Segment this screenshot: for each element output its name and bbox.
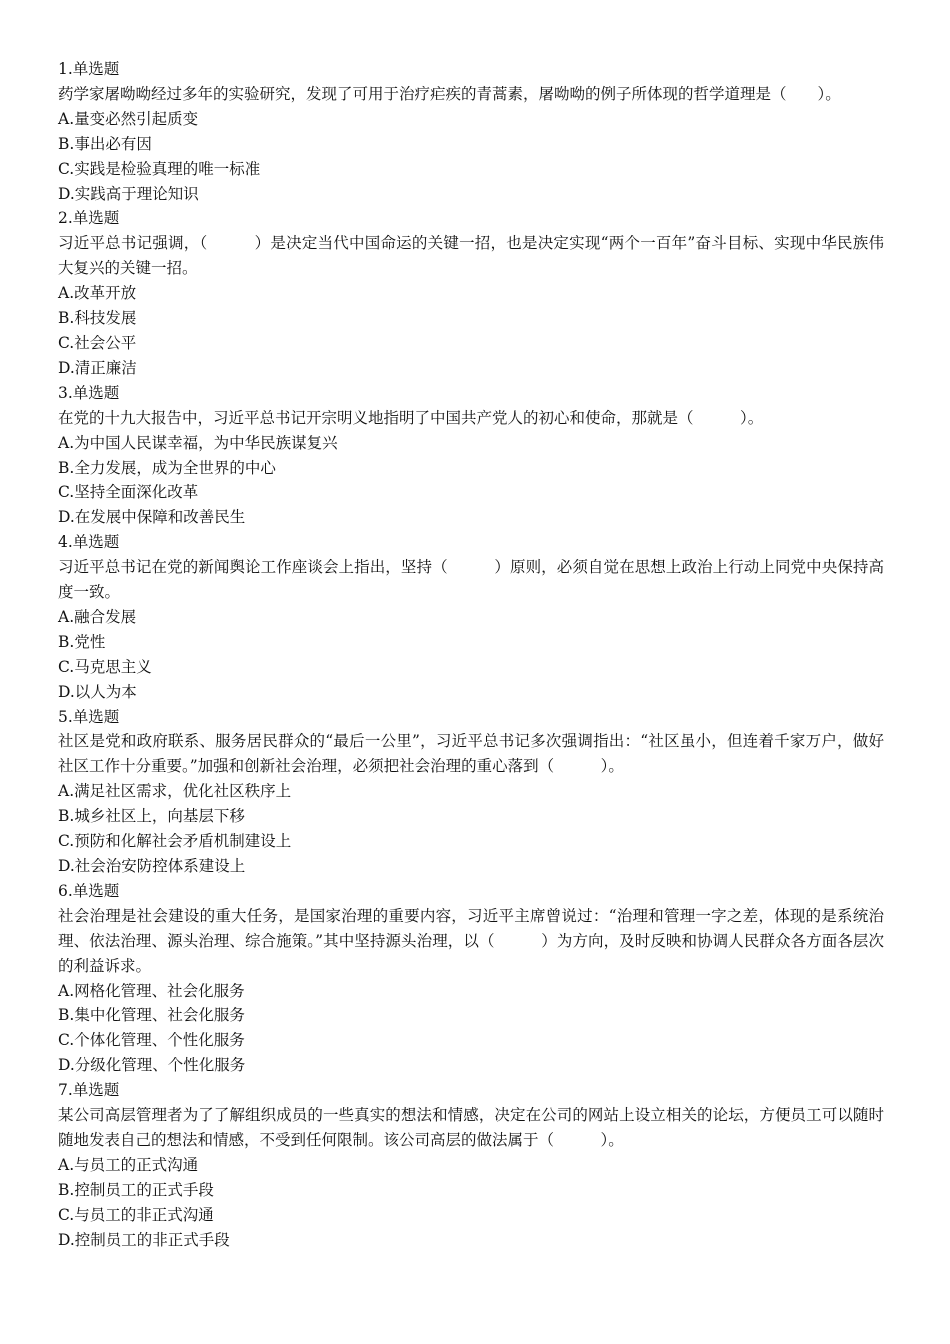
question-6 [58,879,884,1078]
option-b: B.控制员工的正式手段 [58,1180,214,1199]
option-a: A.为中国人民谋幸福，为中华民族谋复兴 [58,433,338,452]
option-d: D.控制员工的非正式手段 [58,1230,230,1249]
option-a: A.与员工的正式沟通 [58,1155,199,1174]
option-c: C.个体化管理、个性化服务 [58,1031,245,1050]
option-c: C.社会公平 [58,333,137,352]
question-header: 4.单选题 [58,533,120,552]
option-c: C.坚持全面深化改革 [58,483,199,502]
option-a: A.满足社区需求，优化社区秩序上 [58,782,292,801]
option-c: C.预防和化解社会矛盾机制建设上 [58,832,292,851]
question-4 [58,530,884,704]
question-7 [58,1078,884,1252]
option-a: A.融合发展 [58,607,137,626]
question-stem: 药学家屠呦呦经过多年的实验研究，发现了可用于治疗疟疾的青蒿素，屠呦呦的例子所体现的哲学道理是（ ）。 [58,84,841,103]
question-header: 2.单选题 [58,209,120,228]
question-header: 1.单选题 [58,60,120,78]
question-stem: 习近平总书记在党的新闻舆论工作座谈会上指出，坚持（ ）原则，必须自觉在思想上政治上行动上同党中央保持高度一致。 [58,558,884,602]
option-c: C.与员工的非正式沟通 [58,1205,214,1224]
question-document [58,57,884,1253]
option-b: B.科技发展 [58,309,137,328]
option-d: D.以人为本 [58,682,137,701]
question-3 [58,381,884,530]
option-b: B.集中化管理、社会化服务 [58,1006,245,1025]
option-b: B.事出必有因 [58,134,152,153]
question-stem: 社区是党和政府联系、服务居民群众的“最后一公里”，习近平总书记多次强调指出：“社区虽小，但连着千家万户，做好社区工作十分重要。”加强和创新社会治理，必须把社会治理的重心落到（ ）。 [58,732,884,776]
option-d: D.社会治安防控体系建设上 [58,857,246,875]
question-header: 7.单选题 [58,1081,120,1100]
question-1 [58,57,884,206]
option-d: D.在发展中保障和改善民生 [58,508,246,527]
question-5 [58,705,884,879]
question-2 [58,206,884,380]
option-b: B.党性 [58,632,106,651]
question-header: 6.单选题 [58,881,120,900]
option-c: C.马克思主义 [58,657,152,676]
option-b: B.全力发展，成为全世界的中心 [58,458,276,477]
option-d: D.清正廉洁 [58,358,137,377]
option-b: B.城乡社区上，向基层下移 [58,807,245,826]
question-stem: 某公司高层管理者为了了解组织成员的一些真实的想法和情感，决定在公司的网站上设立相关的论坛，方便员工可以随时随地发表自己的想法和情感，不受到任何限制。该公司高层的做法属于（ ）。 [58,1106,884,1149]
question-stem: 习近平总书记强调，（ ）是决定当代中国命运的关键一招，也是决定实现“两个一百年”奋斗目标、实现中华民族伟大复兴的关键一招。 [58,234,884,278]
option-a: A.改革开放 [58,284,137,303]
question-stem: 社会治理是社会建设的重大任务，是国家治理的重要内容，习近平主席曾说过：“治理和管理一字之差，体现的是系统治理、依法治理、源头治理、综合施策。”其中坚持源头治理，以（ ）为方向，及时反映和协调人民群众各方面各层次的利益诉求。 [58,906,884,975]
question-stem: 在党的十九大报告中，习近平总书记开宗明义地指明了中国共产党人的初心和使命，那就是（ ）。 [58,408,764,427]
option-d: D.分级化管理、个性化服务 [58,1056,246,1075]
option-d: D.实践高于理论知识 [58,184,199,203]
question-header: 5.单选题 [58,707,120,726]
question-header: 3.单选题 [58,383,120,402]
option-a: A.量变必然引起质变 [58,109,199,128]
option-a: A.网格化管理、社会化服务 [58,981,245,1000]
option-c: C.实践是检验真理的唯一标准 [58,159,261,178]
